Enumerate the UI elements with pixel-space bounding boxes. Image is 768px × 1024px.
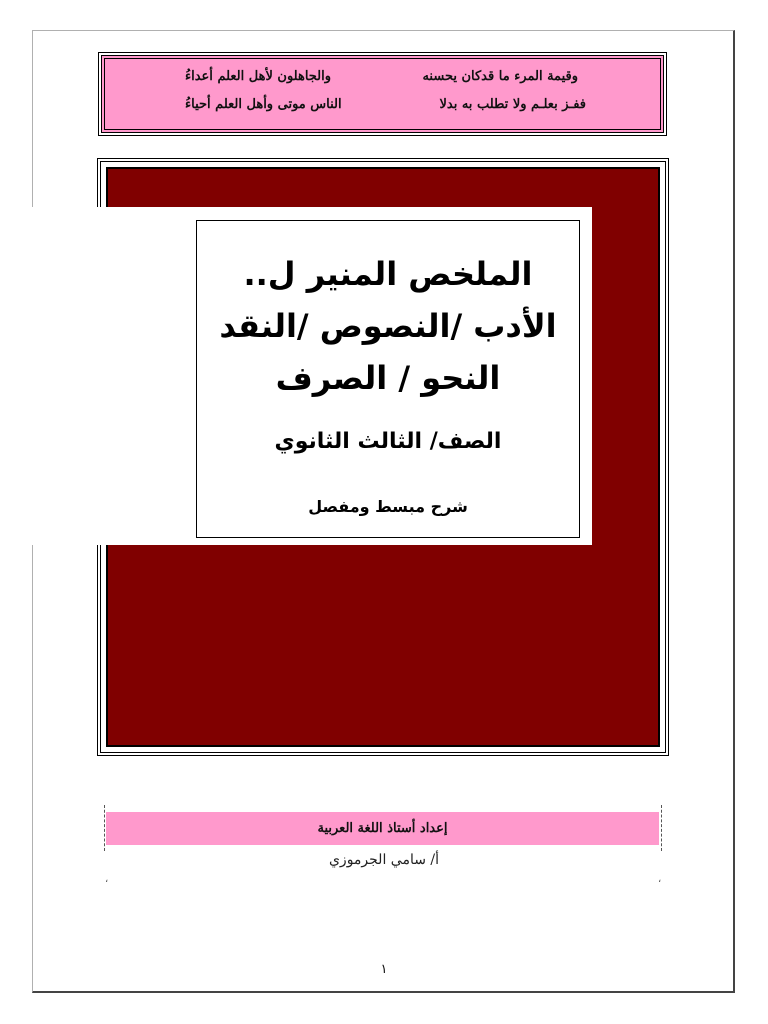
page-number: ١: [380, 962, 388, 977]
title-line-2: الأدب /النصوص /النقد: [219, 307, 557, 345]
poem-verse-1-right: وقيمة المرء ما قدكان يحسنه: [422, 69, 578, 84]
corner-tick-right: ،: [658, 874, 662, 885]
corner-tick-left: ،: [105, 874, 109, 885]
title-line-3: النحو / الصرف: [275, 359, 501, 397]
poem-verse-2-left: الناس موتى وأهل العلم أحياءُ: [185, 97, 342, 112]
subtitle: شرح مبسط ومفصل: [308, 497, 468, 516]
poem-verse-1-left: والجاهلون لأهل العلم أعداءُ: [185, 69, 332, 84]
title-line-1: الملخص المنير ل..: [243, 255, 533, 293]
title-box: [196, 220, 580, 538]
grade-label: الصف/ الثالث الثانوي: [274, 429, 502, 454]
poem-box: [101, 55, 664, 133]
author-bar-right-mark: [661, 805, 663, 851]
author-name: أ/ سامي الجرموزي: [328, 852, 440, 868]
prepared-by-bar: إعداد أستاذ اللغة العربية: [106, 812, 659, 845]
poem-verse-2-right: ففـز بعلـم ولا تطلب به بدلا: [439, 97, 586, 112]
